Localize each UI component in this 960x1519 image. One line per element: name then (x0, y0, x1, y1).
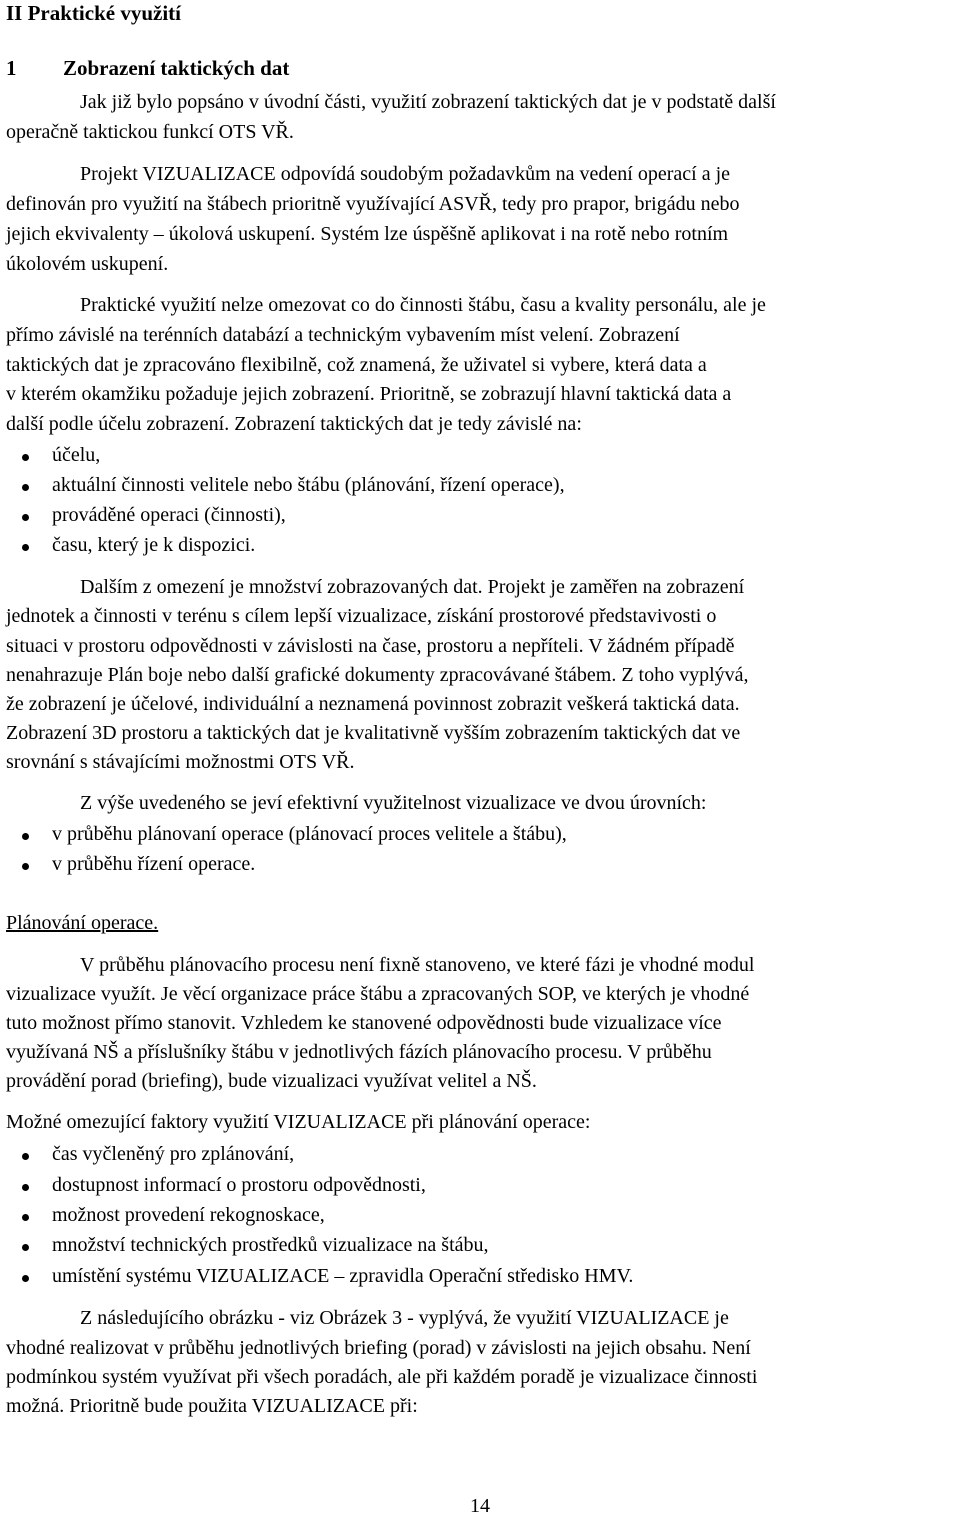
paragraph-line: jejich ekvivalenty – úkolová uskupení. Systém lze úspěšně aplikovat i na rotě nebo rotním (6, 223, 729, 245)
paragraph-line: Možné omezující faktory využití VIZUALIZACE při plánování operace: (6, 1111, 591, 1133)
paragraph-line: Jak již bylo popsáno v úvodní části, využití zobrazení taktických dat je v podstatě další (80, 91, 776, 113)
section-heading: II Praktické využití (6, 1, 181, 25)
list-item-text: možnost provedení rekognoskace, (52, 1204, 325, 1226)
paragraph-line: Projekt VIZUALIZACE odpovídá soudobým požadavkům na vedení operací a je (80, 163, 731, 185)
paragraph-line: Z následujícího obrázku - viz Obrázek 3 - vyplývá, že využití VIZUALIZACE je (80, 1307, 729, 1329)
paragraph-line: využívaná NŠ a příslušníky štábu v jednotlivých fázích plánovacího procesu. V průběhu (6, 1041, 712, 1063)
bullet-icon (22, 833, 29, 840)
paragraph-line: podmínkou systém využívat při všech poradách, ale při každém poradě je vizualizace činnosti (6, 1366, 758, 1388)
paragraph-line: v kterém okamžiku požaduje jejich zobrazení. Prioritně, se zobrazují hlavní taktická data a (6, 383, 732, 405)
bullet-icon (22, 454, 29, 461)
page-number: 14 (470, 1495, 490, 1517)
subsection-heading (6, 55, 289, 81)
paragraph-line: Zobrazení 3D prostoru a taktických dat je kvalitativně vyšším zobrazením taktických dat ve (6, 722, 741, 744)
bullet-icon (22, 484, 29, 491)
bullet-icon (22, 544, 29, 551)
paragraph-line: taktických dat je zpracováno flexibilně, což znamená, že uživatel si vybere, která data a (6, 354, 707, 376)
bullet-icon (22, 1153, 29, 1160)
list-item-text: umístění systému VIZUALIZACE – zpravidla Operační středisko HMV. (52, 1265, 634, 1287)
paragraph-line: jednotek a činnosti v terénu s cílem lepší vizualizace, získání prostorové představivosti o (6, 605, 717, 627)
paragraph-line: nenahrazuje Plán boje nebo další grafické dokumenty zpracovávané štábem. Z toho vyplývá, (6, 664, 749, 686)
paragraph-line: situaci v prostoru odpovědnosti v závislosti na čase, prostoru a nepříteli. V žádném případě (6, 635, 735, 657)
paragraph-line: vhodné realizovat v průběhu jednotlivých briefing (porad) v závislosti na jejich obsahu. Není (6, 1337, 751, 1359)
paragraph-line: srovnání s stávajícími možnostmi OTS VŘ. (6, 751, 355, 773)
paragraph-line: přímo závislé na terénních databází a technickým vybavením míst velení. Zobrazení (6, 324, 680, 346)
paragraph-line: V průběhu plánovacího procesu není fixně stanoveno, ve které fázi je vhodné modul (80, 954, 755, 976)
paragraph-line: Z výše uvedeného se jeví efektivní využitelnost vizualizace ve dvou úrovních: (80, 792, 707, 814)
paragraph-line: že zobrazení je účelové, individuální a neznamená povinnost zobrazit veškerá taktická data. (6, 693, 740, 715)
bullet-icon (22, 863, 29, 870)
paragraph-line: provádění porad (briefing), bude vizualizaci využívat velitel a NŠ. (6, 1070, 537, 1092)
paragraph-line: další podle účelu zobrazení. Zobrazení taktických dat je tedy závislé na: (6, 413, 582, 435)
bullet-icon (22, 1184, 29, 1191)
list-item-text: aktuální činnosti velitele nebo štábu (plánování, řízení operace), (52, 474, 565, 496)
bullet-icon (22, 514, 29, 521)
paragraph-line: úkolovém uskupení. (6, 253, 169, 275)
list-item-text: v průběhu plánovaní operace (plánovací proces velitele a štábu), (52, 823, 567, 845)
paragraph-line: vizualizace využít. Je věcí organizace práce štábu a zpracovaných SOP, ve kterých je vhodné (6, 983, 750, 1005)
paragraph-line: Praktické využití nelze omezovat co do činnosti štábu, času a kvality personálu, ale je (80, 294, 766, 316)
list-item-text: čas vyčleněný pro zplánování, (52, 1143, 295, 1165)
list-item-text: prováděné operaci (činnosti), (52, 504, 286, 526)
bullet-icon (22, 1244, 29, 1251)
subsection-number: 1 (6, 56, 17, 80)
paragraph-line: možná. Prioritně bude použita VIZUALIZACE při: (6, 1395, 418, 1417)
bullet-icon (22, 1214, 29, 1221)
paragraph-line: Dalším z omezení je množství zobrazovaných dat. Projekt je zaměřen na zobrazení (80, 576, 745, 598)
list-item-text: v průběhu řízení operace. (52, 853, 256, 875)
paragraph-line: tuto možnost přímo stanovit. Vzhledem ke stanovené odpovědnosti bude vizualizace více (6, 1012, 722, 1034)
subsection-title: Zobrazení taktických dat (63, 56, 290, 80)
paragraph-line: definován pro využití na štábech prioritně využívající ASVŘ, tedy pro prapor, brigádu nebo (6, 193, 740, 215)
list-item-text: dostupnost informací o prostoru odpovědnosti, (52, 1174, 426, 1196)
paragraph-line: Plánování operace. (6, 912, 159, 934)
list-item-text: účelu, (52, 444, 101, 466)
list-item-text: času, který je k dispozici. (52, 534, 256, 556)
list-item-text: množství technických prostředků vizualizace na štábu, (52, 1234, 489, 1256)
bullet-icon (22, 1275, 29, 1282)
paragraph-line: operačně taktickou funkcí OTS VŘ. (6, 121, 294, 143)
